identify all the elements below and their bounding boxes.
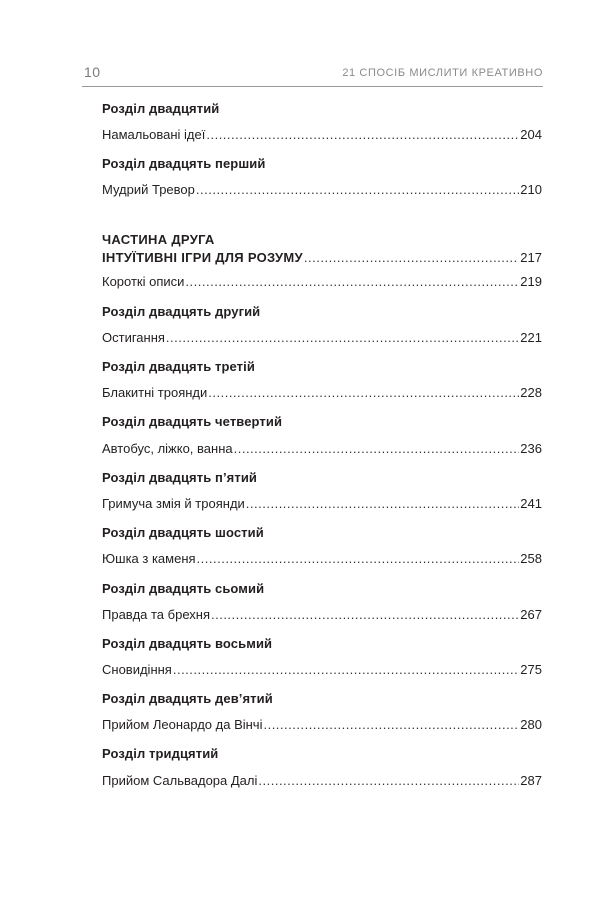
entry-page: 221: [520, 330, 542, 345]
header-rule: [82, 86, 543, 87]
chapter-heading: Розділ двадцятий: [102, 101, 220, 116]
chapter-heading: Розділ двадцять другий: [102, 304, 261, 319]
dot-leader: [197, 551, 520, 567]
dot-leader: [206, 127, 519, 143]
toc-entry[interactable]: [102, 182, 542, 198]
entry-page: 204: [520, 127, 542, 142]
entry-title: Гримуча змія й троянди: [102, 496, 245, 511]
toc-entry[interactable]: [102, 127, 542, 143]
entry-title: Сновидіння: [102, 662, 172, 677]
entry-title: Короткі описи: [102, 274, 185, 289]
chapter-heading: Розділ двадцять восьмий: [102, 636, 273, 651]
entry-page: 241: [520, 496, 542, 511]
page-number: 10: [84, 64, 101, 80]
dot-leader: [234, 441, 520, 457]
entry-title: Блакитні троянди: [102, 385, 208, 400]
dot-leader: [173, 662, 519, 678]
dot-leader: [208, 385, 519, 401]
part-label: ЧАСТИНА ДРУГА: [102, 232, 215, 247]
entry-page: 217: [520, 250, 542, 265]
entry-page: 280: [520, 717, 542, 732]
entry-page: 210: [520, 182, 542, 197]
entry-title: Мудрий Тревор: [102, 182, 195, 197]
chapter-heading: Розділ двадцять третій: [102, 359, 255, 374]
chapter-heading: Розділ двадцять перший: [102, 156, 266, 171]
chapter-heading: Розділ тридцятий: [102, 746, 219, 761]
entry-page: 275: [520, 662, 542, 677]
running-title: 21 СПОСІБ МИСЛИТИ КРЕАТИВНО: [342, 67, 543, 79]
dot-leader: [185, 274, 519, 290]
chapter-heading: Розділ двадцять п’ятий: [102, 470, 258, 485]
entry-page: 228: [520, 385, 542, 400]
toc-entry[interactable]: [102, 773, 542, 789]
toc-entry-part[interactable]: [102, 250, 542, 266]
entry-page: 219: [520, 274, 542, 289]
toc-entry[interactable]: [102, 330, 542, 346]
part-title: ІНТУЇТИВНІ ІГРИ ДЛЯ РОЗУМУ: [102, 250, 303, 265]
toc-entry[interactable]: [102, 717, 542, 733]
dot-leader: [196, 182, 519, 198]
dot-leader: [246, 496, 520, 512]
chapter-heading: Розділ двадцять дев’ятий: [102, 691, 273, 706]
entry-title: Прийом Сальвадора Далі: [102, 773, 258, 788]
dot-leader: [304, 250, 519, 266]
entry-title: Прийом Леонардо да Вінчі: [102, 717, 263, 732]
entry-title: Юшка з каменя: [102, 551, 196, 566]
entry-page: 267: [520, 607, 542, 622]
dot-leader: [211, 607, 519, 623]
entry-page: 258: [520, 551, 542, 566]
dot-leader: [263, 717, 519, 733]
chapter-heading: Розділ двадцять шостий: [102, 525, 264, 540]
toc-entry[interactable]: [102, 274, 542, 290]
toc-entry[interactable]: [102, 441, 542, 457]
entry-title: Остигання: [102, 330, 165, 345]
toc-entry[interactable]: [102, 551, 542, 567]
chapter-heading: Розділ двадцять четвертий: [102, 414, 283, 429]
dot-leader: [258, 773, 519, 789]
toc-entry[interactable]: [102, 496, 542, 512]
entry-title: Намальовані ідеї: [102, 127, 206, 142]
dot-leader: [166, 330, 519, 346]
toc-entry[interactable]: [102, 607, 542, 623]
entry-title: Правда та брехня: [102, 607, 210, 622]
toc-entry[interactable]: [102, 662, 542, 678]
chapter-heading: Розділ двадцять сьомий: [102, 581, 265, 596]
entry-page: 236: [520, 441, 542, 456]
entry-title: Автобус, ліжко, ванна: [102, 441, 233, 456]
toc-entry[interactable]: [102, 385, 542, 401]
entry-page: 287: [520, 773, 542, 788]
